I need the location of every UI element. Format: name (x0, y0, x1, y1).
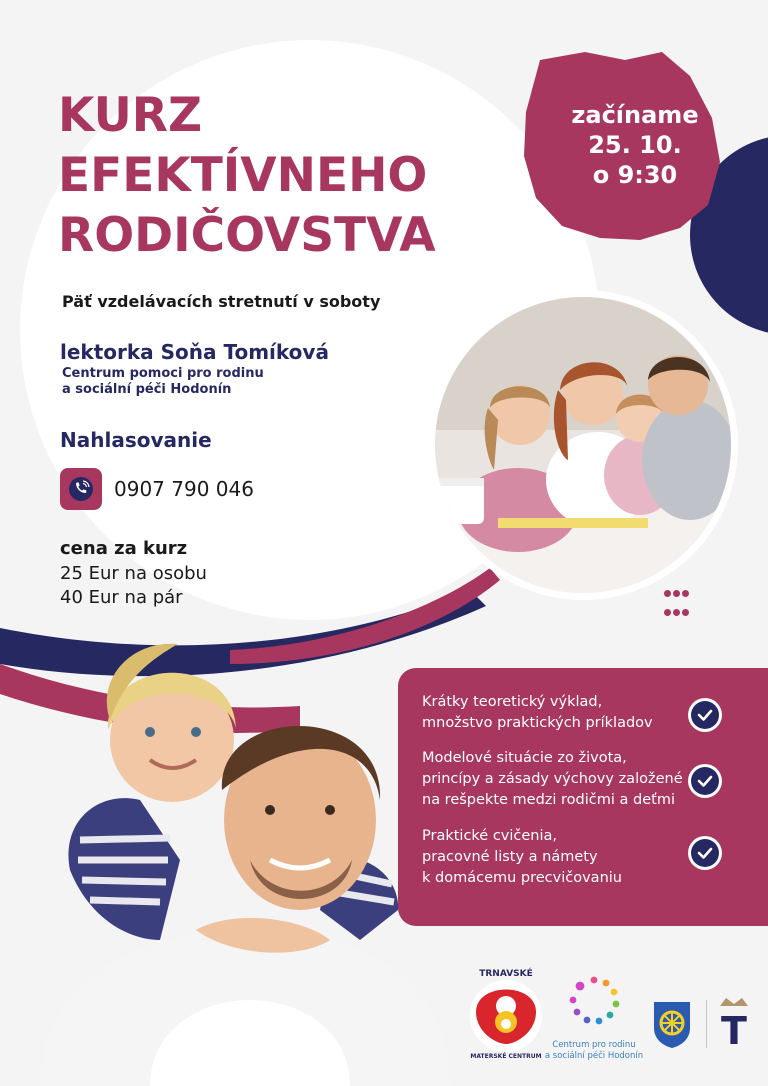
signup-label: Nahlasovanie (60, 428, 212, 452)
phone-number[interactable]: 0907 790 046 (114, 477, 254, 501)
centrum-logo-mark (560, 972, 628, 1032)
price-title: cena za kurz (60, 538, 188, 559)
trnava-letter: T (721, 1009, 747, 1050)
feature-2-line-1: Modelové situácie zo života, (422, 750, 627, 766)
feature-1-line-1: Krátky teoretický výklad, (422, 694, 603, 710)
feature-3-line-1: Praktické cvičenia, (422, 828, 558, 844)
price-per-couple: 40 Eur na pár (60, 587, 183, 608)
feature-3-line-3: k domácemu precvičovaniu (422, 870, 622, 886)
start-badge (540, 100, 730, 190)
feature-1-line-2: množstvo praktických príkladov (422, 715, 653, 731)
start-badge-line-1: začíname (571, 101, 699, 129)
logo-divider (706, 1000, 707, 1048)
start-badge-date: 25. 10. (588, 131, 682, 159)
decorative-dots (664, 586, 704, 624)
phone-glyph (68, 476, 94, 502)
lector-organization (62, 366, 264, 398)
trnava-t-logo (714, 996, 754, 1050)
price-per-person: 25 Eur na osobu (60, 563, 207, 584)
lector-org-line-1: Centrum pomoci pro rodinu (62, 366, 264, 381)
centrum-logo-caption (544, 1040, 644, 1062)
course-title (58, 86, 436, 266)
feature-3-line-2: pracovné listy a námety (422, 849, 598, 865)
check-circle-icon (688, 698, 722, 732)
father-son-photo (0, 610, 470, 1086)
materske-centrum-logo (466, 962, 546, 1062)
feature-2-line-2: princípy a zásady výchovy založené (422, 771, 683, 787)
check-circle-icon (688, 764, 722, 798)
course-subtitle: Päť vzdelávacích stretnutí v soboty (62, 292, 381, 311)
title-line-2: EFEKTÍVNEHO (58, 148, 428, 203)
materske-top-text: TRNAVSKÉ (479, 969, 533, 979)
title-line-1: KURZ (58, 88, 203, 143)
phone-icon[interactable] (60, 468, 102, 510)
centrum-caption-line-1: Centrum pro rodinu (552, 1040, 636, 1050)
title-line-3: RODIČOVSTVA (58, 208, 436, 263)
centrum-caption-line-2: a sociální péči Hodonín (544, 1051, 644, 1061)
check-circle-icon (688, 836, 722, 870)
coat-of-arms-icon (652, 1000, 692, 1050)
materske-bottom-text: MATERSKÉ CENTRUM (470, 1053, 542, 1060)
lector-name: lektorka Soňa Tomíková (60, 340, 329, 364)
start-badge-time: o 9:30 (592, 161, 678, 189)
lector-org-line-2: a sociální péči Hodonín (62, 382, 232, 397)
family-photo (428, 290, 738, 600)
feature-2-line-3: na rešpekte medzi rodičmi a deťmi (422, 792, 675, 808)
